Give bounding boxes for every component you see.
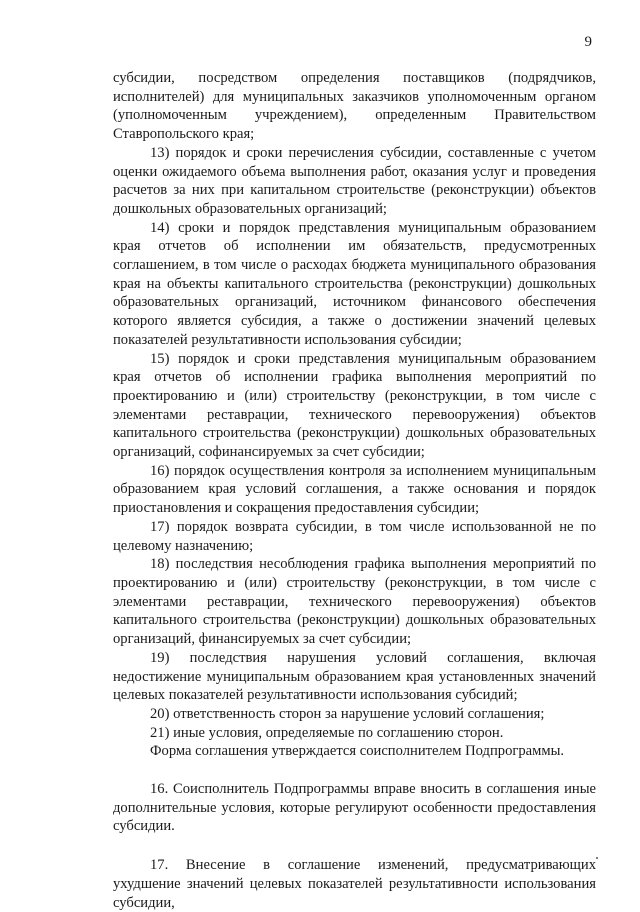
paragraph-agreement-form: Форма соглашения утверждается соисполнителем Подпрограммы. [150,743,565,760]
paragraph-item-19: 19) последствия нарушения условий соглашения, включая недостижение муниципальным образованием края установленных значений целевых показателей результативности использования субсидий; [113,649,596,704]
document-body [113,69,596,912]
paragraph-item-13: 13) порядок и сроки перечисления субсидии, составленные с учетом оценки ожидаемого объема выполнения работ, оказания услуг и проведения расчетов за них при капитальном строительстве (реконструкции) объектов дошкольных образовательных организаций; [113,144,596,217]
scan-speck [596,857,598,859]
paragraph-subsidy-suppliers: субсидии, посредством определения поставщиков (подрядчиков, исполнителей) для муниципальных заказчиков уполномоченным органом (уполномоченным учреждением), определенным Правительством Ставропольского края; [113,70,596,143]
paragraph-item-21: 21) иные условия, определяемые по соглашению сторон. [150,724,504,741]
paragraph-item-17: 17) порядок возврата субсидии, в том числе использованной не по целевому назначению; [113,518,596,554]
paragraph-item-15: 15) порядок и сроки представления муниципальным образованием края отчетов об исполнении графика выполнения мероприятий по проектированию и (или) строительству (реконструкции, в том числе с элементами реставрации, технического перевооружения) объектов капитального строительства (реконструкции) дошкольных образовательных организаций, софинансируемых за счет субсидии; [113,350,596,461]
paragraph-item-18: 18) последствия несоблюдения графика выполнения мероприятий по проектированию и (или) строительству (реконструкции, в том числе с элементами реставрации, технического перевооружения) объектов капитального строительства (реконструкции) дошкольных образовательных организаций, финансируемых за счет субсидии; [113,556,596,648]
paragraph-item-20: 20) ответственность сторон за нарушение условий соглашения; [150,705,545,722]
page-number: 9 [584,34,592,50]
paragraph-item-16: 16) порядок осуществления контроля за исполнением муниципальным образованием края условий соглашения, а также основания и порядок приостановления и сокращения предоставления субсидии; [113,462,596,517]
paragraph-item-14: 14) сроки и порядок представления муниципальным образованием края отчетов об исполнении им обязательств, предусмотренных соглашением, в том числе о расходах бюджета муниципального образования края на объекты капитального строительства (реконструкции) дошкольных образовательных организаций, источником финансового обеспечения которого является субсидия, а также о достижении значений целевых показателей результативности использования субсидии; [113,219,596,348]
paragraph-clause-16: 16. Соисполнитель Подпрограммы вправе вносить в соглашения иные дополнительные условия, которые регулируют особенности предоставления субсидии. [113,781,596,835]
paragraph-clause-17: 17. Внесение в соглашение изменений, предусматривающих ухудшение значений целевых показателей результативности использования субсидии, [113,857,596,911]
